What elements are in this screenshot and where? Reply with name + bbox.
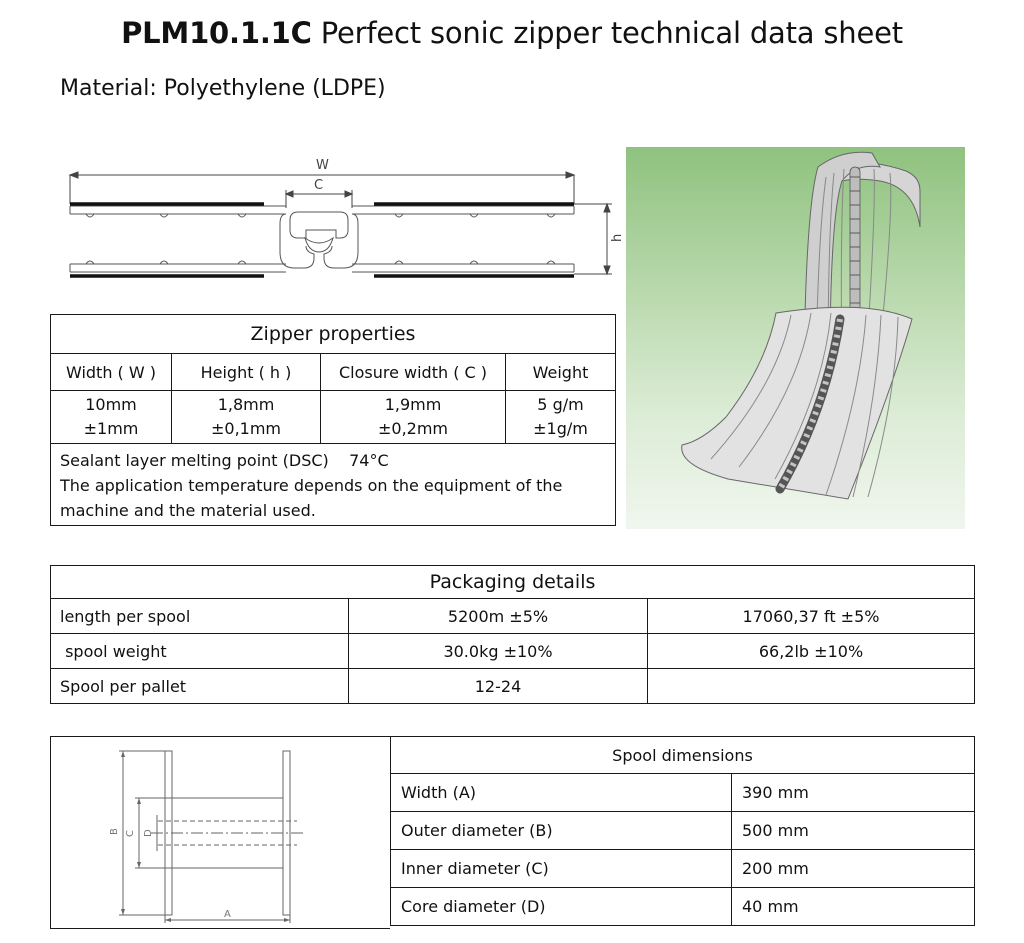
cell-tolerance: ±1mm: [83, 419, 139, 438]
column-header: Closure width ( C ): [321, 354, 506, 391]
zipper-properties-table: [50, 314, 616, 526]
imperial-value: 17060,37 ft ±5%: [648, 599, 975, 634]
packaging-heading: Packaging details: [51, 566, 975, 599]
dimension-value: 500 mm: [732, 812, 975, 850]
dimension-label-w: W: [316, 158, 329, 173]
spool-label-b: B: [109, 828, 120, 835]
cell-tolerance: ±0,2mm: [377, 419, 449, 438]
spool-drawing-panel: [50, 736, 390, 929]
zipper-3d-illustration: [626, 147, 965, 529]
row-label: Spool per pallet: [51, 669, 349, 704]
table-row: [391, 774, 975, 812]
cell-value: 1,8mm: [217, 395, 275, 414]
dimension-label: Width (A): [391, 774, 732, 812]
table-row: [51, 634, 975, 669]
dimension-value: 390 mm: [732, 774, 975, 812]
imperial-value: [648, 669, 975, 704]
column-header: Height ( h ): [172, 354, 321, 391]
column-header: Weight: [506, 354, 616, 391]
cell-value: 5 g/m: [537, 395, 584, 414]
page-title: [0, 16, 1024, 50]
dimension-value: 40 mm: [732, 888, 975, 926]
metric-value: 12-24: [349, 669, 648, 704]
zipper-product-image: [626, 147, 965, 529]
spool-dimensions-table: [390, 736, 975, 926]
table-cell: [51, 391, 172, 444]
product-code: PLM10.1.1C: [121, 16, 312, 50]
cell-value: 10mm: [85, 395, 137, 414]
dimension-label-c: C: [314, 178, 324, 193]
dimension-label: Inner diameter (C): [391, 850, 732, 888]
table-cell: [321, 391, 506, 444]
table-row: [51, 599, 975, 634]
metric-value: 5200m ±5%: [349, 599, 648, 634]
spool-drawing: [51, 737, 389, 928]
spool-label-d: D: [143, 829, 154, 837]
table-row: [51, 669, 975, 704]
table-row: [391, 888, 975, 926]
dimension-value: 200 mm: [732, 850, 975, 888]
spool-label-a: A: [224, 909, 231, 920]
row-label: spool weight: [51, 634, 349, 669]
imperial-value: 66,2lb ±10%: [648, 634, 975, 669]
material-label: Material: Polyethylene (LDPE): [60, 76, 386, 101]
cell-tolerance: ±1g/m: [533, 419, 588, 438]
cell-tolerance: ±0,1mm: [210, 419, 282, 438]
application-temperature-note: The application temperature depends on the equipment of the machine and the material used.: [60, 476, 563, 520]
cell-value: 1,9mm: [384, 395, 442, 414]
table-row: [391, 812, 975, 850]
metric-value: 30.0kg ±10%: [349, 634, 648, 669]
melting-point-note: Sealant layer melting point (DSC) 74°C: [60, 451, 389, 470]
dimension-label: Core diameter (D): [391, 888, 732, 926]
title-text: Perfect sonic zipper technical data sheet: [320, 16, 903, 50]
spool-label-c: C: [125, 830, 136, 837]
dimension-label: Outer diameter (B): [391, 812, 732, 850]
table-row: [391, 850, 975, 888]
zipper-profile-drawing: [50, 150, 630, 290]
column-header: Width ( W ): [51, 354, 172, 391]
zipper-properties-heading: Zipper properties: [51, 315, 616, 354]
table-cell: [172, 391, 321, 444]
dimension-label-h: h: [610, 233, 625, 242]
properties-note: [51, 444, 616, 526]
spool-dimensions-heading: Spool dimensions: [391, 737, 975, 774]
row-label: length per spool: [51, 599, 349, 634]
table-cell: [506, 391, 616, 444]
packaging-details-table: [50, 565, 975, 704]
